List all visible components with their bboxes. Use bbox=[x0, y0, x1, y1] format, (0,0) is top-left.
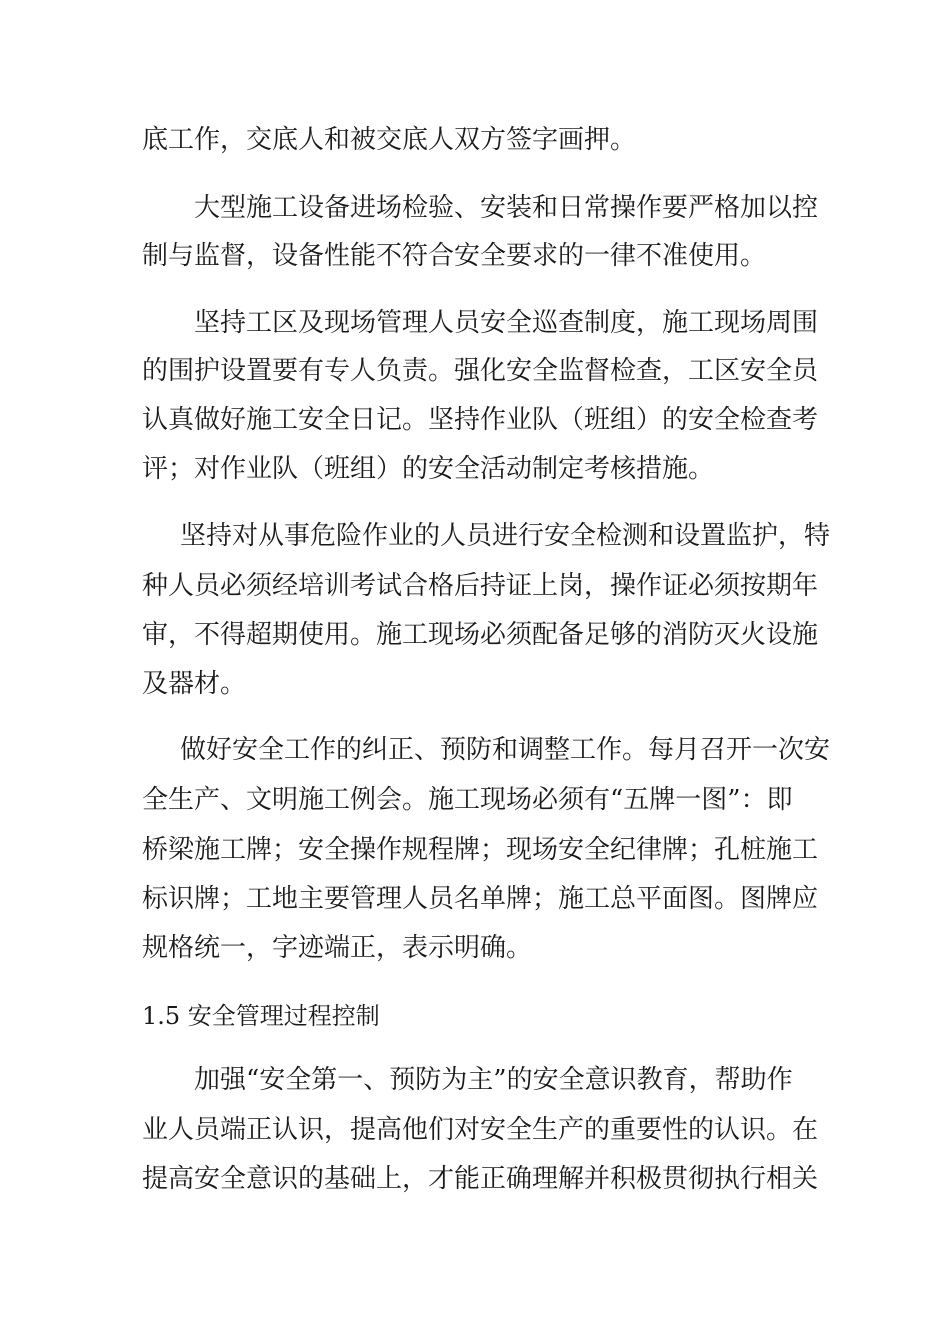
paragraph-3-line-2: 的围护设置要有专人负责。强化安全监督检查，工区安全员 bbox=[142, 356, 819, 386]
paragraph-2-line-1: 大型施工设备进场检验、安装和日常操作要严格加以控 bbox=[194, 193, 819, 223]
paragraph-4-line-4: 及器材。 bbox=[142, 669, 247, 699]
paragraph-5-line-2: 全生产、文明施工例会。施工现场必须有“五牌一图”：即 bbox=[142, 785, 793, 815]
paragraph-3-line-1: 坚持工区及现场管理人员安全巡查制度，施工现场周围 bbox=[194, 308, 819, 338]
paragraph-4-line-3: 审，不得超期使用。施工现场必须配备足够的消防灭火设施 bbox=[142, 620, 819, 650]
paragraph-5-line-4: 标识牌；工地主要管理人员名单牌；施工总平面图。图牌应 bbox=[142, 884, 819, 914]
closing-paragraph-line-3: 提高安全意识的基础上，才能正确理解并积极贯彻执行相关 bbox=[142, 1164, 819, 1194]
paragraph-4-line-2: 种人员必须经培训考试合格后持证上岗，操作证必须按期年 bbox=[142, 571, 819, 601]
paragraph-5-line-3: 桥梁施工牌；安全操作规程牌；现场安全纪律牌；孔桩施工 bbox=[142, 835, 819, 865]
paragraph-5-line-1: 做好安全工作的纠正、预防和调整工作。每月召开一次安 bbox=[180, 735, 831, 765]
paragraph-2-line-2: 制与监督，设备性能不符合安全要求的一律不准使用。 bbox=[142, 241, 767, 271]
closing-paragraph-line-1: 加强“安全第一、预防为主”的安全意识教育，帮助作 bbox=[194, 1065, 793, 1095]
paragraph-4-line-1: 坚持对从事危险作业的人员进行安全检测和设置监护，特 bbox=[180, 521, 831, 551]
paragraph-5-line-5: 规格统一，字迹端正，表示明确。 bbox=[142, 933, 533, 963]
paragraph-3-line-4: 评；对作业队（班组）的安全活动制定考核措施。 bbox=[142, 454, 715, 484]
section-heading: 1.5 安全管理过程控制 bbox=[142, 1002, 380, 1030]
closing-paragraph-line-2: 业人员端正认识，提高他们对安全生产的重要性的认识。在 bbox=[142, 1115, 819, 1145]
paragraph-1-line-1: 底工作，交底人和被交底人双方签字画押。 bbox=[142, 125, 637, 155]
paragraph-3-line-3: 认真做好施工安全日记。坚持作业队（班组）的安全检查考 bbox=[142, 405, 819, 435]
